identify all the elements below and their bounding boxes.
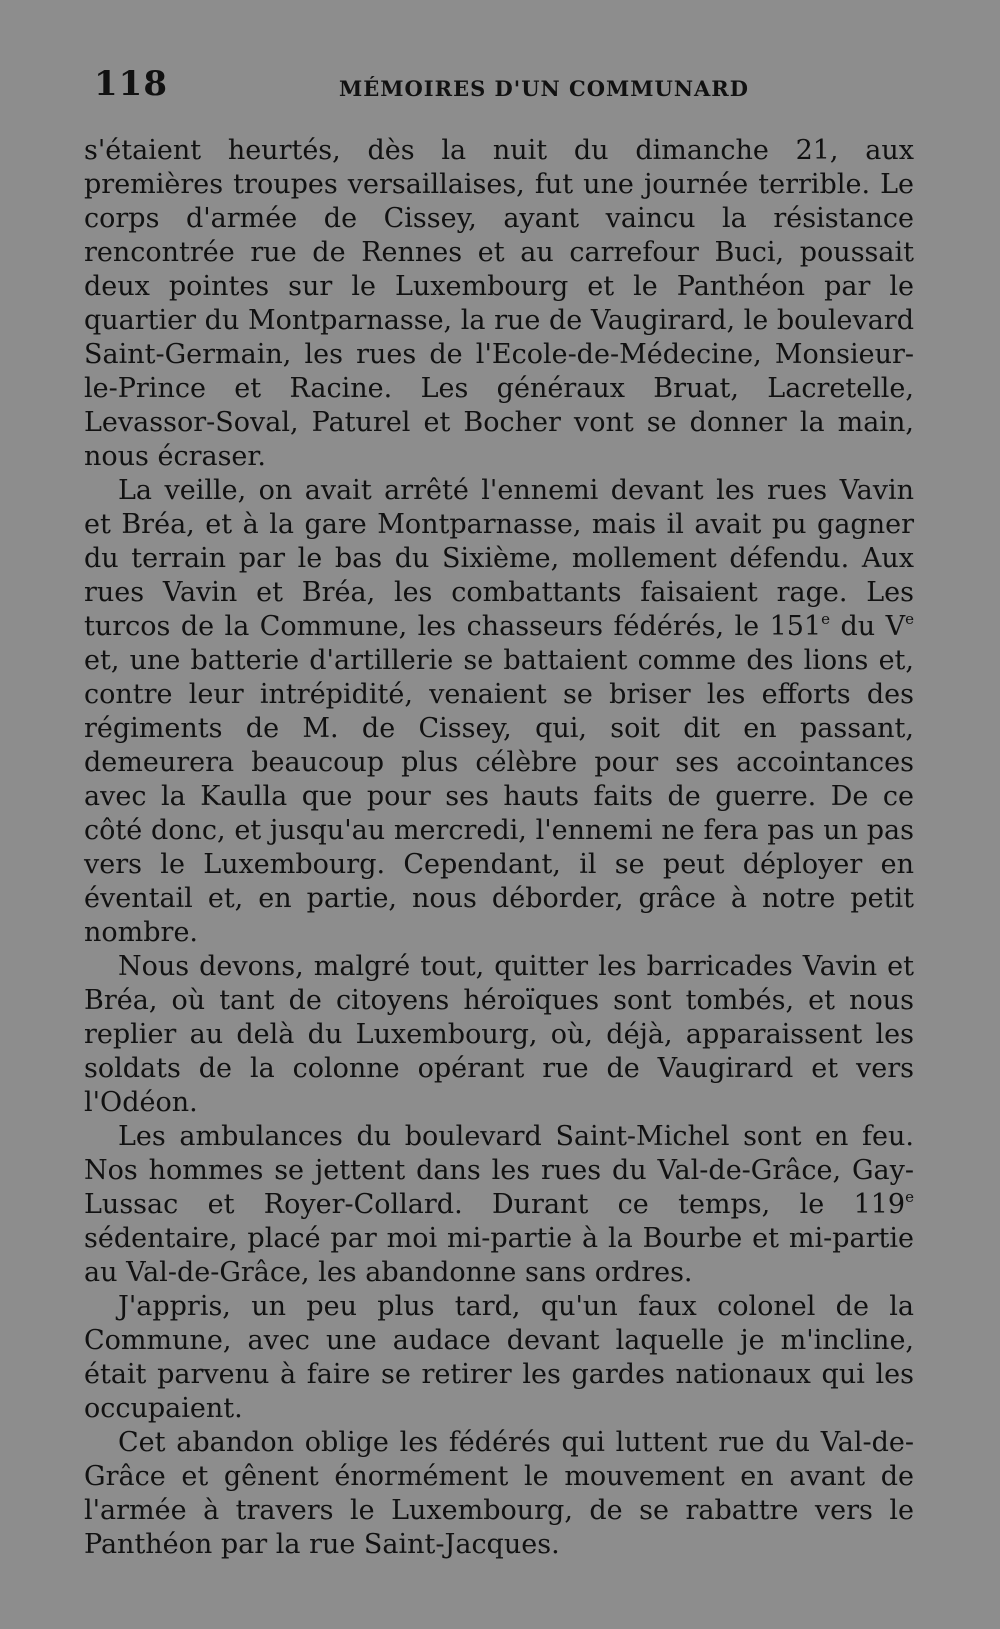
paragraph-abandon: Cet abandon oblige les fédérés qui luttent rue du Val-de-Grâce et gênent énormément le mouvement en avant de l'armée à travers le Luxembourg, de se rabattre vers le Panthéon par la rue Saint-Jacques. bbox=[84, 1427, 914, 1560]
ordinal-superscript: e bbox=[905, 1188, 914, 1206]
paragraph-veille-text-3: et, une batterie d'artillerie se battaient comme des lions et, contre leur intrépidité, venaient se briser les efforts des régiments de M. de Cissey, qui, soit dit en passant, demeurera beaucoup plus célèbre pour ses accointances avec la Kaulla que pour ses hauts faits de guerre. De ce côté donc, et jusqu'au mercredi, l'ennemi ne fera pas un pas vers le Luxembourg. Cependant, il se peut déployer en éventail et, en partie, nous déborder, grâce à notre petit nombre. bbox=[84, 645, 914, 948]
paragraph-barricades: Nous devons, malgré tout, quitter les barricades Vavin et Bréa, où tant de citoyens héroïques sont tombés, et nous replier au delà du Luxembourg, où, déjà, apparaissent les soldats de la colonne opérant rue de Vaugirard et vers l'Odéon. bbox=[84, 951, 914, 1118]
paragraph-faux-colonel: J'appris, un peu plus tard, qu'un faux colonel de la Commune, avec une audace devant laquelle je m'incline, était parvenu à faire se retirer les gardes nationaux qui les occupaient. bbox=[84, 1291, 914, 1424]
paragraph-ambulances-text: Les ambulances du boulevard Saint-Michel sont en feu. Nos hommes se jettent dans les rues du Val-de-Grâce, Gay-Lussac et Royer-Collard. Durant ce temps, bbox=[84, 1121, 914, 1220]
paragraph-veille-text-2: du V bbox=[830, 611, 906, 642]
paragraph-119-text-2: sédentaire, placé par moi mi-partie à la Bourbe et mi-partie au Val-de-Grâce, les abandonne sans ordres. bbox=[84, 1223, 914, 1288]
paragraph-continued: s'étaient heurtés, dès la nuit du dimanche 21, aux premières troupes versaillaises, fut une journée terrible. Le corps d'armée de Cissey, ayant vaincu la résistance rencontrée rue de Rennes et au carrefour Buci, poussait deux pointes sur le Luxembourg et le Panthéon par le quartier du Montparnasse, la rue de Vaugirard, le boulevard Saint-Germain, les rues de l'Ecole-de-Médecine, Monsieur-le-Prince et Racine. Les généraux Bruat, Lacretelle, Levassor-Soval, Paturel et Bocher vont se donner la main, nous écraser. bbox=[84, 135, 914, 472]
page-header bbox=[84, 60, 914, 110]
ordinal-superscript: e bbox=[905, 610, 914, 628]
body-text bbox=[84, 134, 914, 1562]
running-title: MÉMOIRES D'UN COMMUNARD bbox=[339, 76, 749, 101]
paragraph-ambulances bbox=[84, 1120, 914, 1290]
paragraph-veille-text-1: La veille, on avait arrêté l'ennemi devant les rues Vavin et Bréa, et à la gare Montparnasse, mais il avait pu gagner du terrain par le bas du Sixième, mollement défendu. Aux rues Vavin et Bréa, les combattants faisaient rage. Les turcos de la Commune, les chasseurs fédérés, le 151 bbox=[84, 475, 914, 642]
paragraph-veille bbox=[84, 474, 914, 950]
ordinal-superscript: e bbox=[821, 610, 831, 628]
paragraph-119-text-1: le 119 bbox=[799, 1189, 906, 1220]
page-number: 118 bbox=[94, 64, 168, 104]
book-page bbox=[84, 60, 914, 1562]
